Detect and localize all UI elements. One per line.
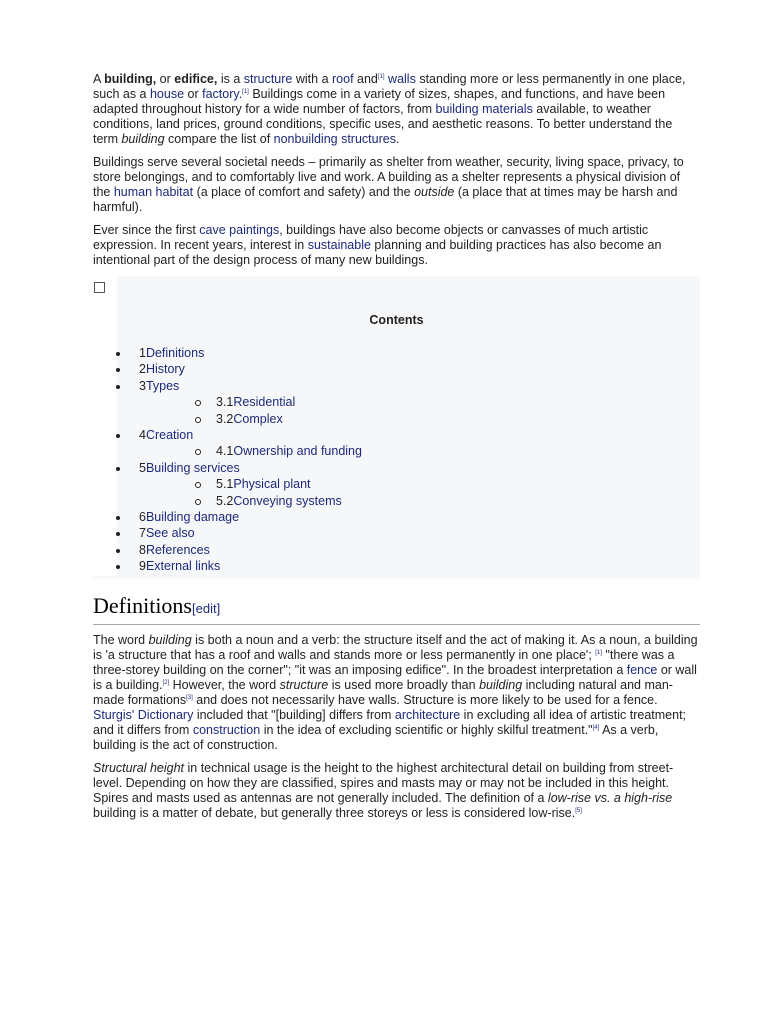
toc-list — [93, 346, 700, 575]
intro-paragraph-2: Buildings serve several societal needs – primarily as shelter from weather, security, living space, privacy, to store belongings, and to comfortably live and work. A building as a shelter represents a physical division of the human habitat (a place of comfort and safety) and the outside (a place that at times may be harsh and harmful). — [93, 155, 684, 214]
link-sustainable[interactable]: sustainable — [307, 238, 371, 252]
toc-item-creation[interactable]: 4Creation — [93, 428, 700, 444]
link-cave-paintings[interactable]: cave paintings — [199, 223, 280, 237]
link-roof[interactable]: roof — [332, 72, 354, 86]
citation-3[interactable]: [3] — [186, 695, 193, 702]
toc-item-complex[interactable]: 3.2Complex — [93, 412, 700, 428]
toc-toggle-checkbox[interactable] — [94, 282, 105, 293]
section-heading-definitions: Definitions[edit] — [93, 593, 700, 625]
toc-item-history[interactable]: 2History — [93, 362, 700, 378]
article-content — [93, 72, 700, 829]
citation-1[interactable]: [1] — [242, 88, 249, 95]
citation-1[interactable]: [1] — [595, 650, 602, 657]
bold-term-building: building, — [104, 72, 157, 86]
toc-item-definitions[interactable]: 1Definitions — [93, 346, 700, 362]
link-fence[interactable]: fence — [626, 663, 658, 678]
link-human-habitat[interactable]: human habitat — [113, 185, 194, 199]
toc-item-physical-plant[interactable]: 5.1Physical plant — [93, 477, 700, 493]
link-architecture[interactable]: architecture — [394, 708, 461, 723]
toc-item-see-also[interactable]: 7See also — [93, 526, 700, 542]
toc-item-residential[interactable]: 3.1Residential — [93, 395, 700, 411]
definitions-paragraph-2: Structural height in technical usage is the height to the highest architectural detail on building from street-level. Depending on how they are classified, spires and masts may or may not be included in this height. Spires and masts used as antennas are not generally included. The definition of a low-rise vs. a high-rise building is a matter of debate, but generally three storeys or less is considered low-rise.[5] — [93, 761, 674, 821]
citation-1[interactable]: [1] — [377, 73, 385, 80]
link-factory[interactable]: factory. — [202, 87, 243, 101]
toc-item-ownership-and-funding[interactable]: 4.1Ownership and funding — [93, 444, 700, 460]
citation-5[interactable]: [5] — [575, 808, 582, 815]
toc-item-external-links[interactable]: 9External links — [93, 559, 700, 575]
link-house[interactable]: house — [149, 87, 185, 101]
intro-paragraph-3: Ever since the first cave paintings, buildings have also become objects or canvasses of much artistic expression. In recent years, interest in sustainable planning and building practices has also become an intentional part of the design process of many new buildings. — [93, 223, 662, 267]
citation-2[interactable]: [2] — [162, 680, 170, 687]
toc-item-references[interactable]: 8References — [93, 543, 700, 559]
link-walls[interactable]: walls — [388, 72, 416, 86]
toc-item-building-damage[interactable]: 6Building damage — [93, 510, 700, 526]
toc-title: Contents — [369, 313, 424, 327]
link-building-materials[interactable]: building materials — [435, 102, 533, 116]
intro-paragraph-1: A building, or edifice, is a structure with a roof and[1] walls standing more or less permanently in one place, such as a house or factory.[1] Buildings come in a variety of sizes, shapes, and functions, and have been adapted throughout history for a wide number of factors, from building materials available, to weather conditions, land prices, ground conditions, specific uses, and aesthetic reasons. To better understand the term building compare the list of nonbuilding structures. — [93, 72, 686, 146]
link-structure[interactable]: structure — [243, 72, 293, 86]
link-nonbuilding-structures[interactable]: nonbuilding structures — [273, 132, 396, 146]
toc-item-types[interactable]: 3Types — [93, 379, 700, 395]
edit-section-link[interactable]: [edit] — [192, 601, 221, 617]
definitions-paragraph-1: The word building is both a noun and a verb: the structure itself and the act of making it. As a noun, a building is 'a structure that has a roof and walls and stands more or less permanently in one place'; [1] "there was a three-storey building on the corner"; "it was an imposing edifice". In the broadest interpretation a fence or wall is a building.[2] However, the word structure is used more broadly than building including natural and man-made formations[3] and does not necessarily have walls. Structure is more likely to be used for a fence. Sturgis' Dictionary included that "[building] differs from architecture in excluding all idea of artistic treatment; and it differs from construction in the idea of excluding scientific or highly skilful treatment."[4] As a verb, building is the act of construction. — [93, 633, 698, 753]
link-sturgis-dictionary[interactable]: Sturgis' Dictionary — [93, 708, 194, 723]
citation-4[interactable]: [4] — [592, 725, 600, 732]
table-of-contents — [93, 276, 700, 579]
link-construction[interactable]: construction — [192, 723, 261, 738]
bold-term-edifice: edifice, — [174, 72, 218, 86]
toc-item-building-services[interactable]: 5Building services — [93, 461, 700, 477]
toc-item-conveying-systems[interactable]: 5.2Conveying systems — [93, 494, 700, 510]
